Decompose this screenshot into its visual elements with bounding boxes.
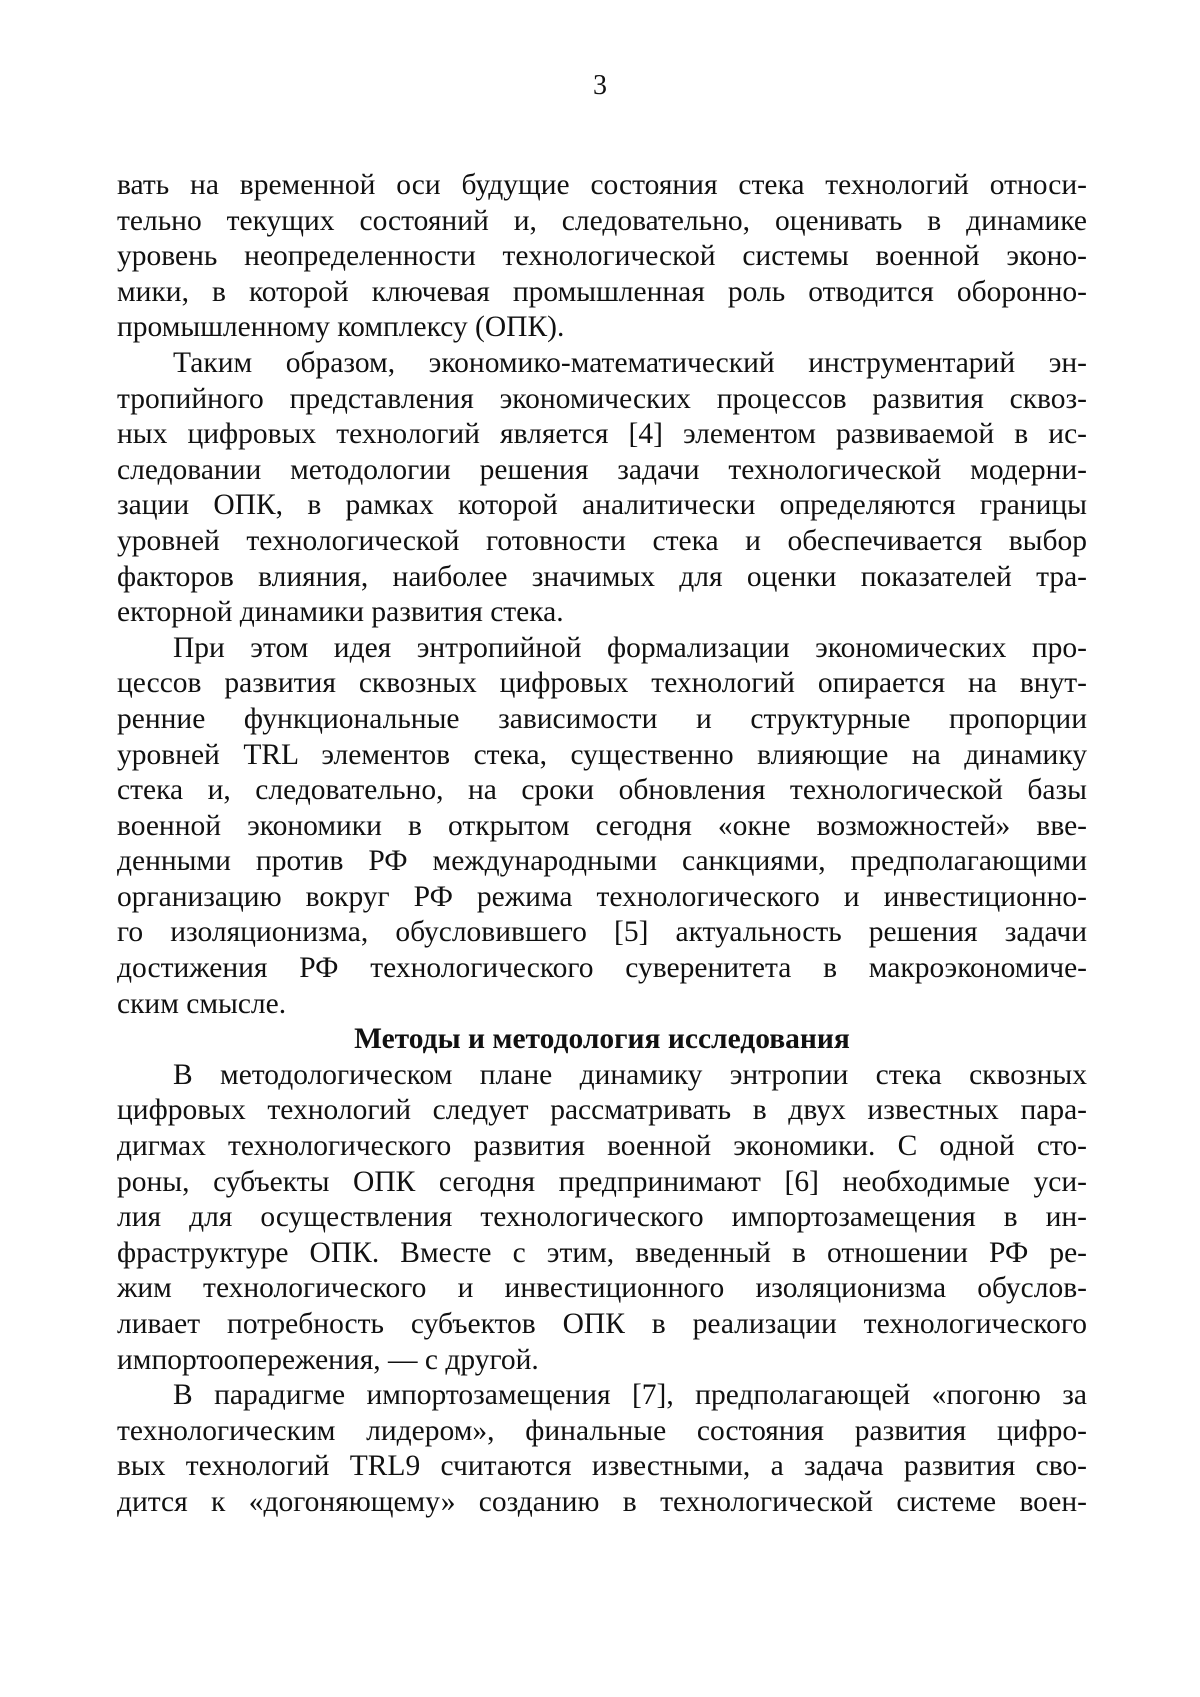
text-line: ных цифровых технологий является [4] элементом развиваемой в ис- [117,418,1087,451]
text-line: зации ОПК, в рамках которой аналитически определяются границы [117,489,1087,522]
text-line: ским смысле. [117,987,287,1020]
text-line: уровней TRL элементов стека, существенно влияющие на динамику [117,738,1087,771]
text-line: факторов влияния, наиболее значимых для оценки показателей тра- [117,560,1087,593]
text-line: цифровых технологий следует рассматривать в двух известных пара- [117,1094,1087,1127]
paragraph-1 [117,168,1087,346]
text-line: уровней технологической готовности стека и обеспечивается выбор [117,524,1087,557]
text-line: лия для осуществления технологического импортозамещения в ин- [117,1201,1087,1234]
body-text [117,168,1087,1521]
text-line: тельно текущих состояний и, следовательно, оценивать в динамике [117,204,1087,237]
text-line: мики, в которой ключевая промышленная роль отводится оборонно- [117,275,1087,308]
text-line: военной экономики в открытом сегодня «окне возможностей» вве- [117,809,1087,842]
text-line: уровень неопределенности технологической системы военной эконо- [117,240,1087,273]
text-line: организацию вокруг РФ режима технологического и инвестиционно- [117,880,1087,913]
text-line: дится к «догоняющему» созданию в технологической системе воен- [117,1485,1087,1518]
text-line: дигмах технологического развития военной экономики. С одной сто- [117,1130,1087,1163]
text-line: го изоляционизма, обусловившего [5] актуальность решения задачи [117,916,1087,949]
paragraph-2 [117,346,1087,631]
text-line: тропийного представления экономических процессов развития сквоз- [117,382,1087,415]
text-line: При этом идея энтропийной формализации экономических про- [173,631,1087,664]
page-number: 3 [593,70,607,101]
text-line: ренние функциональные зависимости и структурные пропорции [117,702,1087,735]
text-line: вать на временной оси будущие состояния стека технологий относи- [117,169,1087,201]
section-heading: Методы и методология исследования [354,1023,850,1056]
text-line: фраструктуре ОПК. Вместе с этим, введенный в отношении РФ ре- [117,1236,1087,1269]
text-line: технологическим лидером», финальные состояния развития цифро- [117,1414,1087,1447]
text-line: роны, субъекты ОПК сегодня предпринимают [6] необходимые уси- [117,1165,1087,1198]
text-line: В методологическом плане динамику энтропии стека сквозных [173,1058,1087,1091]
text-line: цессов развития сквозных цифровых технологий опирается на внут- [117,667,1087,700]
text-line: следовании методологии решения задачи технологической модерни- [117,453,1087,486]
text-line: денными против РФ международными санкциями, предполагающими [117,845,1087,878]
text-line: промышленному комплексу (ОПК). [117,311,565,344]
text-line: В парадигме импортозамещения [7], предполагающей «погоню за [173,1379,1087,1412]
paragraph-5 [117,1378,1087,1520]
text-line: импортоопережения, — с другой. [117,1343,539,1376]
text-line: стека и, следовательно, на сроки обновления технологической базы [117,774,1087,807]
text-line: вых технологий TRL9 считаются известными, а задача развития сво- [117,1450,1087,1483]
text-line: достижения РФ технологического суверенитета в макроэкономиче- [117,952,1087,985]
text-line: ливает потребность субъектов ОПК в реализации технологического [117,1308,1087,1340]
text-line: екторной динамики развития стека. [117,596,564,629]
text-line: жим технологического и инвестиционного изоляционизма обуслов- [117,1272,1087,1305]
paragraph-4 [117,1058,1087,1378]
text-line: Таким образом, экономико-математический инструментарий эн- [173,346,1087,379]
paragraph-3 [117,631,1087,1023]
